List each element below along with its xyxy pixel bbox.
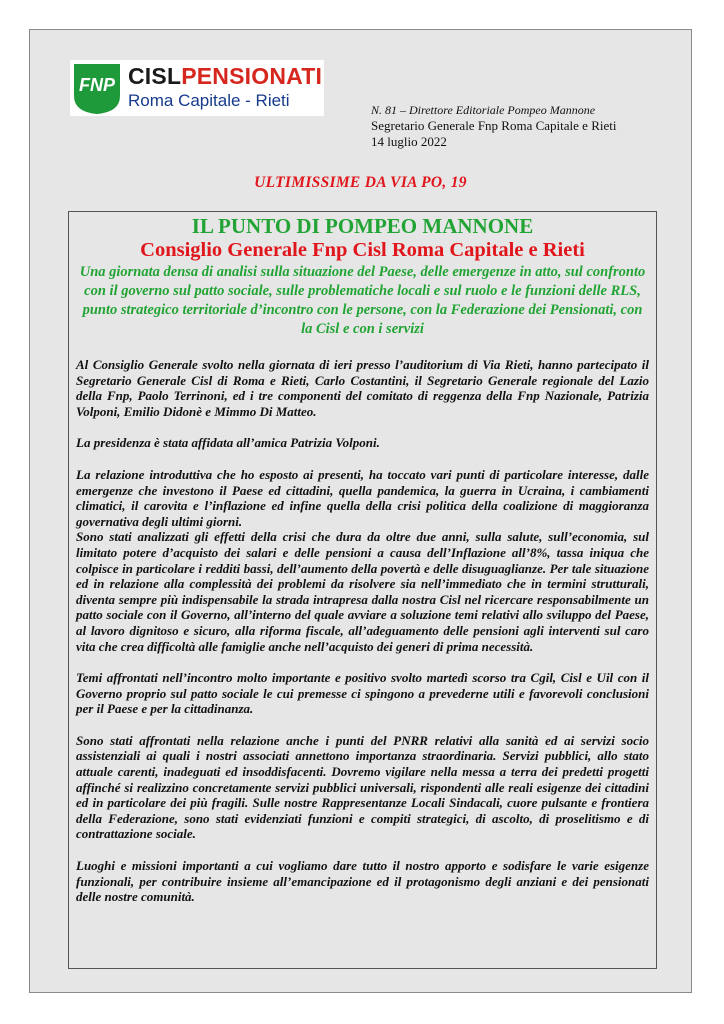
article-paragraph: Sono stati analizzati gli effetti della crisi che dura da oltre due anni, sulla salute, sull’economia, sul limitato potere d’acquisto dei salari e delle pensioni a causa dell’Inflazione all’8%, tassa iniqua che colpisce in particolare i redditi bassi, dell’aumento della povertà e delle disuguaglianze. Per tale situazione ed in relazione alla complessità dei problemi da risolvere sia nell’immediato che in termini strutturali, diventa sempre più indispensabile la strada intrapresa dalla nostra Cisl nel ricercare responsabilmente un patto sociale con il Governo, all’interno del quale avviare a soluzione temi relativi allo sviluppo del Paese, al lavoro dignitoso e sicuro, alla riforma fiscale, all’adeguamento delle pensioni agli interventi sul caro vita che crea difficoltà alle famiglie anche nell’acquisto dei generi di prima necessità. [76,529,649,654]
logo-name-pensionati: PENSIONATI [181,63,323,89]
logo-name [128,62,322,90]
newsletter-page [29,29,692,993]
article-paragraph: Sono stati affrontati nella relazione anche i punti del PNRR relativi alla sanità ed ai servizi socio assistenziali ai quali i nostri associati annettono importanza straordinaria. Servizi pubblici, allo stato attuale carenti, inadeguati ed insoddisfacenti. Dovremo vigilare nella messa a terra dei predetti progetti affinché si realizzino concretamente servizi pubblici universali, rispondenti alle reali esigenze dei cittadini ed in particolare dei più fragili. Sulle nostre Rappresentanze Locali Sindacali, cuore pulsante e frontiera della Federazione, sono stati evidenziati funzioni e compiti strategici, di ascolto, di proselitismo e di contrattazione sociale. [76,732,649,842]
issue-date: 14 luglio 2022 [371,134,447,149]
article-subheadline: Consiglio Generale Fnp Cisl Roma Capitale e Rieti [140,239,585,261]
article-paragraph: Al Consiglio Generale svolto nella giornata di ieri presso l’auditorium di Via Rieti, hanno partecipato il Segretario Generale Cisl di Roma e Rieti, Carlo Costantini, il Segretario Generale regionale del Lazio della Fnp, Paolo Terrinoni, ed i tre componenti del comitato di reggenza della Fnp Nazionale, Patrizia Volponi, Emilio Didonè e Mimmo Di Matteo. [76,357,649,419]
article-paragraph: La presidenza è stata affidata all’amica Patrizia Volponi. [76,435,380,451]
logo-badge-text: FNP [79,75,115,95]
article-paragraph: Luoghi e missioni importanti a cui vogliamo dare tutto il nostro apporto e sodisfare le varie esigenze funzionali, per contribuire insieme all’emancipazione ed il protagonismo degli anziani e dei pensionati delle nostre comunità. [76,858,649,905]
article-paragraph: La relazione introduttiva che ho esposto ai presenti, ha toccato vari punti di particolare interesse, dalle emergenze che investono il Paese ed cittadini, quella pandemica, la guerra in Ucraina, i cambiamenti climatici, il carovita e l’inflazione ed infine quella della crisi politica della coalizione di maggioranza governativa degli ultimi giorni. [76,466,649,529]
section-label: ULTIMISSIME DA VIA PO, 19 [254,174,467,191]
logo-name-cisl: CISL [128,63,182,89]
article-paragraph: Temi affrontati nell’incontro molto importante e positivo svolto martedì scorso tra Cgil, Cisl e Uil con il Governo proprio sul patto sociale le cui premesse ci spingono a prevederne utili e favorevoli conclusioni per il Paese e per la cittadinanza. [76,670,649,717]
article-headline: IL PUNTO DI POMPEO MANNONE [191,214,534,238]
article-summary: Una giornata densa di analisi sulla situazione del Paese, delle emergenze in atto, sul confronto con il governo sul patto sociale, sulle problematiche locali e sul ruolo e le funzioni delle RLS, punto strategico territoriale d’incontro con le persone, con la Federazione dei Pensionati, con la Cisl e con i servizi [79,264,646,337]
fnp-badge-icon [70,60,124,116]
article-box [68,211,657,969]
cisl-pensionati-logo [70,60,324,116]
role-line: Segretario Generale Fnp Roma Capitale e Rieti [371,118,617,133]
article-body [76,357,649,905]
logo-subtitle: Roma Capitale - Rieti [128,91,290,110]
issue-line: N. 81 – Direttore Editoriale Pompeo Mannone [371,103,596,117]
masthead-info [371,102,616,150]
